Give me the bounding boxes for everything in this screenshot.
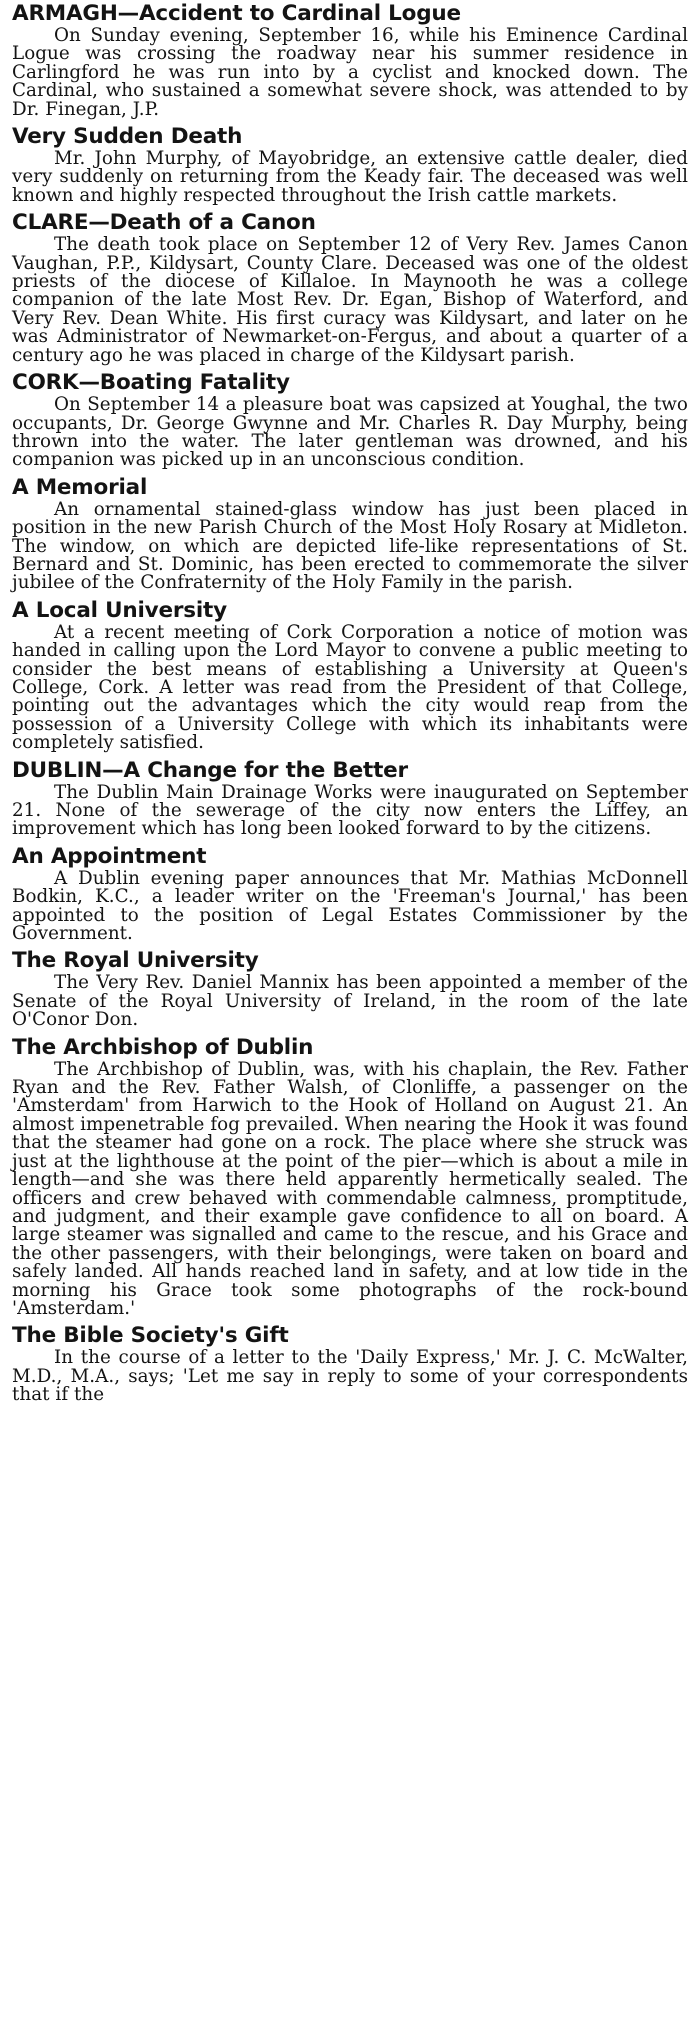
article-headline: CLARE—Death of a Canon [12, 210, 316, 236]
article-body: The Dublin Main Drainage Works were inaugurated on September 21. None of the sewerage of the city now enters the Liffey, an improvement which has long been looked forward to by the citizens. [12, 781, 688, 840]
article-clare [12, 209, 688, 365]
article-headline: ARMAGH—Accident to Cardinal Logue [12, 1, 461, 26]
article-body: At a recent meeting of Cork Corporation a notice of motion was handed in calling upon the Lord Mayor to convene a public meeting to consider the best means of establishing a University at Queen's College, Cork. A letter was read from the President of that College, pointing out the advantages which the city would reap from the possession of a University College with which its inhabitants were completely satisfied. [12, 621, 688, 754]
article-headline: The Bible Society's Gift [12, 1323, 289, 1349]
article-body: On Sunday evening, September 16, while his Eminence Cardinal Logue was crossing the roadway near his summer residence in Carlingford he was run into by a cyclist and knocked down. The Cardinal, who sustained a somewhat severe shock, was attended to by Dr. Finegan, J.P. [12, 25, 688, 120]
article-local-university [12, 597, 688, 753]
article-body: An ornamental stained-glass window has just been placed in position in the new Parish Church of the Most Holy Rosary at Midleton. The window, on which are depicted life-like representations of St. Bernard and St. Dominic, has been erected to commemorate the silver jubilee of the Confraternity of the Holy Family in the parish. [12, 498, 688, 594]
article-body: A Dublin evening paper announces that Mr. Mathias McDonnell Bodkin, K.C., a leader writer on the 'Freeman's Journal,' has been appointed to the position of Legal Estates Commissioner by the Government. [12, 867, 688, 945]
article-bible-society [12, 1322, 688, 1404]
article-headline: A Memorial [12, 474, 148, 500]
article-headline: Very Sudden Death [12, 124, 243, 150]
article-royal-university [12, 947, 688, 1029]
article-headline: A Local University [12, 597, 227, 623]
article-headline: CORK—Boating Fatality [12, 370, 290, 396]
article-armagh [12, 0, 688, 119]
article-body: In the course of a letter to the 'Daily Express,' Mr. J. C. McWalter, M.D., M.A., says; 'Let me say in reply to some of your correspondents that if the [12, 1347, 688, 1406]
article-dublin [12, 757, 688, 839]
article-headline: An Appointment [12, 843, 207, 869]
article-memorial [12, 474, 688, 593]
article-headline: The Archbishop of Dublin [12, 1034, 314, 1060]
article-headline: DUBLIN—A Change for the Better [12, 757, 408, 783]
article-body: The Archbishop of Dublin, was, with his chaplain, the Rev. Father Ryan and the Rev. Father Walsh, of Clonliffe, a passenger on the 'Amsterdam' from Harwich to the Hook of Holland on August 21. An almost impenetrable fog prevailed. When nearing the Hook it was found that the steamer had gone on a rock. The place where she struck was just at the lighthouse at the point of the pier—which is about a mile in length—and she was there held apparently hermetically sealed. The officers and crew behaved with commendable calmness, promptitude, and judgment, and their example gave confidence to all on board. A large steamer was signalled and came to the rescue, and his Grace and the other passengers, with their belongings, were taken on board and safely landed. All hands reached land in safety, and at low tide in the morning his Grace took some photographs of the rock-bound 'Amsterdam.' [12, 1058, 688, 1319]
article-headline: The Royal University [12, 948, 259, 974]
article-cork [12, 369, 688, 470]
article-body: Mr. John Murphy, of Mayobridge, an extensive cattle dealer, died very suddenly on returning from the Keady fair. The deceased was well known and highly respected throughout the Irish cattle markets. [12, 148, 688, 206]
article-sudden-death [12, 123, 688, 205]
article-archbishop [12, 1034, 688, 1319]
article-appointment [12, 843, 688, 944]
article-body: The death took place on September 12 of Very Rev. James Canon Vaughan, P.P., Kildysart, County Clare. Deceased was one of the oldest priests of the diocese of Killaloe. In Maynooth he was a college companion of the late Most Rev. Dr. Egan, Bishop of Waterford, and Very Rev. Dean White. His first curacy was Kildysart, and later on he was Administrator of Newmarket-on-Fergus, and about a quarter of a century ago he was placed in charge of the Kildysart parish. [12, 234, 688, 366]
article-body: The Very Rev. Daniel Mannix has been appointed a member of the Senate of the Royal University of Ireland, in the room of the late O'Conor Don. [12, 972, 688, 1031]
article-body: On September 14 a pleasure boat was capsized at Youghal, the two occupants, Dr. George Gwynne and Mr. Charles R. Day Murphy, being thrown into the water. The later gentleman was drowned, and his companion was picked up in an unconscious condition. [12, 394, 688, 471]
